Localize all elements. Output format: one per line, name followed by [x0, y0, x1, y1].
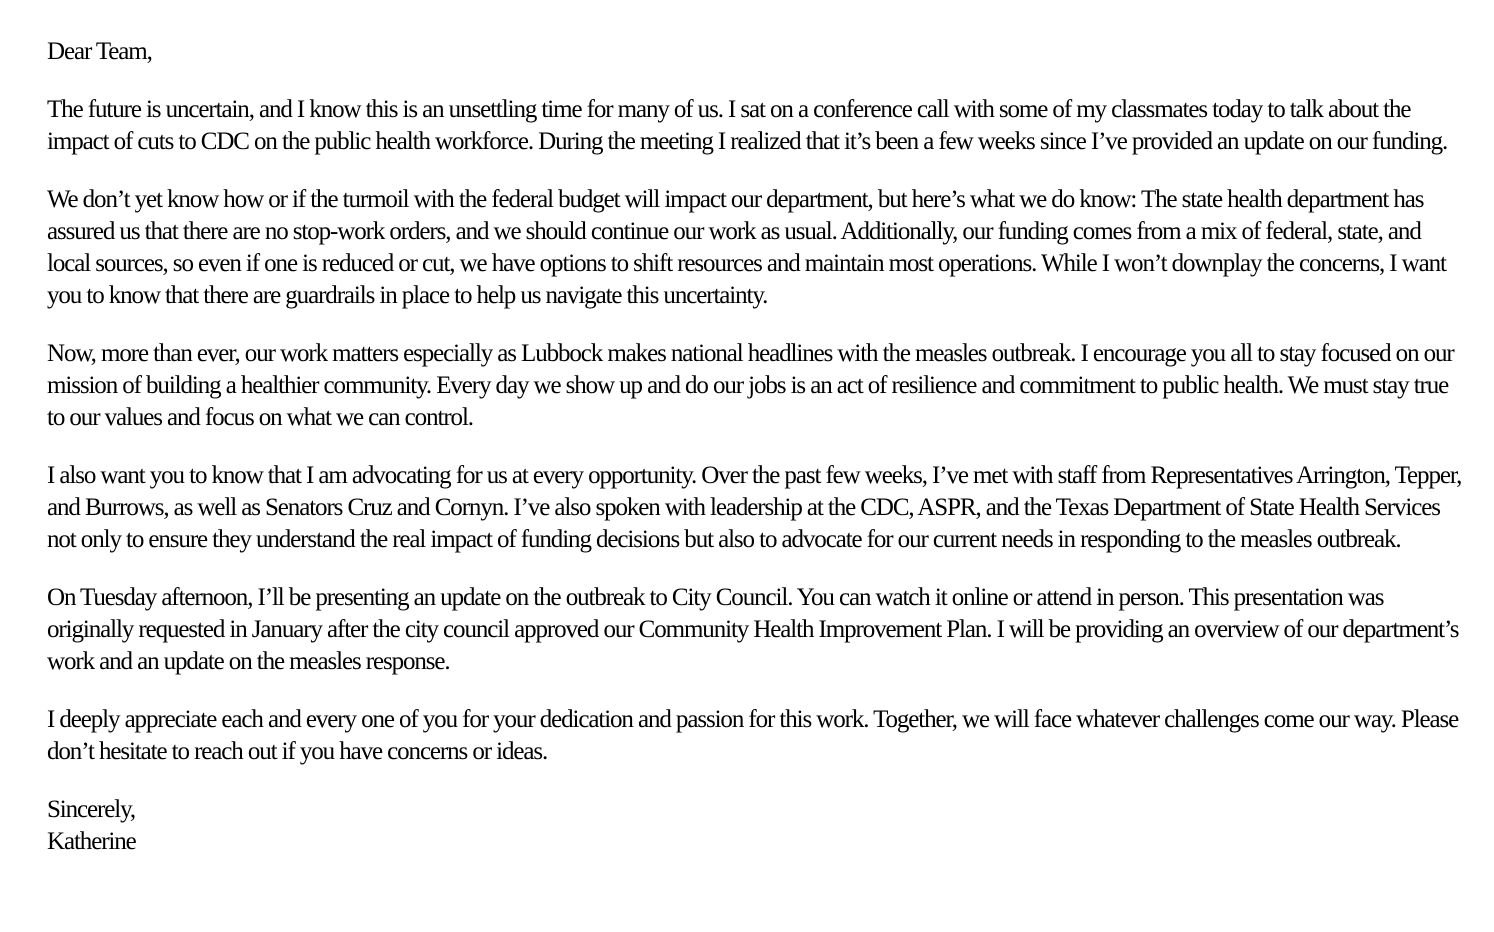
letter-closing: Sincerely, — [47, 796, 136, 823]
letter-paragraph: The future is uncertain, and I know this is an unsettling time for many of us. I sat on a conference call with some of my classmates today to talk about the impact of cuts to CDC on the public health workforce. During the meeting I realized that it’s been a few weeks since I’ve provided an update on our funding. — [47, 96, 1448, 155]
letter-paragraph: We don’t yet know how or if the turmoil with the federal budget will impact our department, but here’s what we do know: The state health department has assured us that there are no stop-work orders, and we should continue our work as usual. Additionally, our funding comes from a mix of federal, state, and local sources, so even if one is reduced or cut, we have options to shift resources and maintain most operations. While I won’t downplay the concerns, I want you to know that there are guardrails in place to help us navigate this uncertainty. — [47, 186, 1446, 309]
letter-paragraph: I deeply appreciate each and every one of you for your dedication and passion for this work. Together, we will face whatever challenges come our way. Please don’t hesitate to reach out if you have concerns or ideas. — [47, 706, 1459, 765]
letter-signature: Katherine — [47, 828, 136, 855]
letter-paragraph: On Tuesday afternoon, I’ll be presenting an update on the outbreak to City Council. You can watch it online or attend in person. This presentation was originally requested in January after the city council approved our Community Health Improvement Plan. I will be providing an overview of our department’s work and an update on the measles response. — [47, 584, 1459, 675]
letter-greeting: Dear Team, — [47, 38, 152, 65]
letter-paragraph: I also want you to know that I am advocating for us at every opportunity. Over the past few weeks, I’ve met with staff from Representatives Arrington, Tepper, and Burrows, as well as Senators Cruz and Cornyn. I’ve also spoken with leadership at the CDC, ASPR, and the Texas Department of State Health Services not only to ensure they understand the real impact of funding decisions but also to advocate for our current needs in responding to the measles outbreak. — [47, 462, 1462, 553]
letter-paragraph: Now, more than ever, our work matters especially as Lubbock makes national headlines with the measles outbreak. I encourage you all to stay focused on our mission of building a healthier community. Every day we show up and do our jobs is an act of resilience and commitment to public health. We must stay true to our values and focus on what we can control. — [47, 340, 1454, 431]
